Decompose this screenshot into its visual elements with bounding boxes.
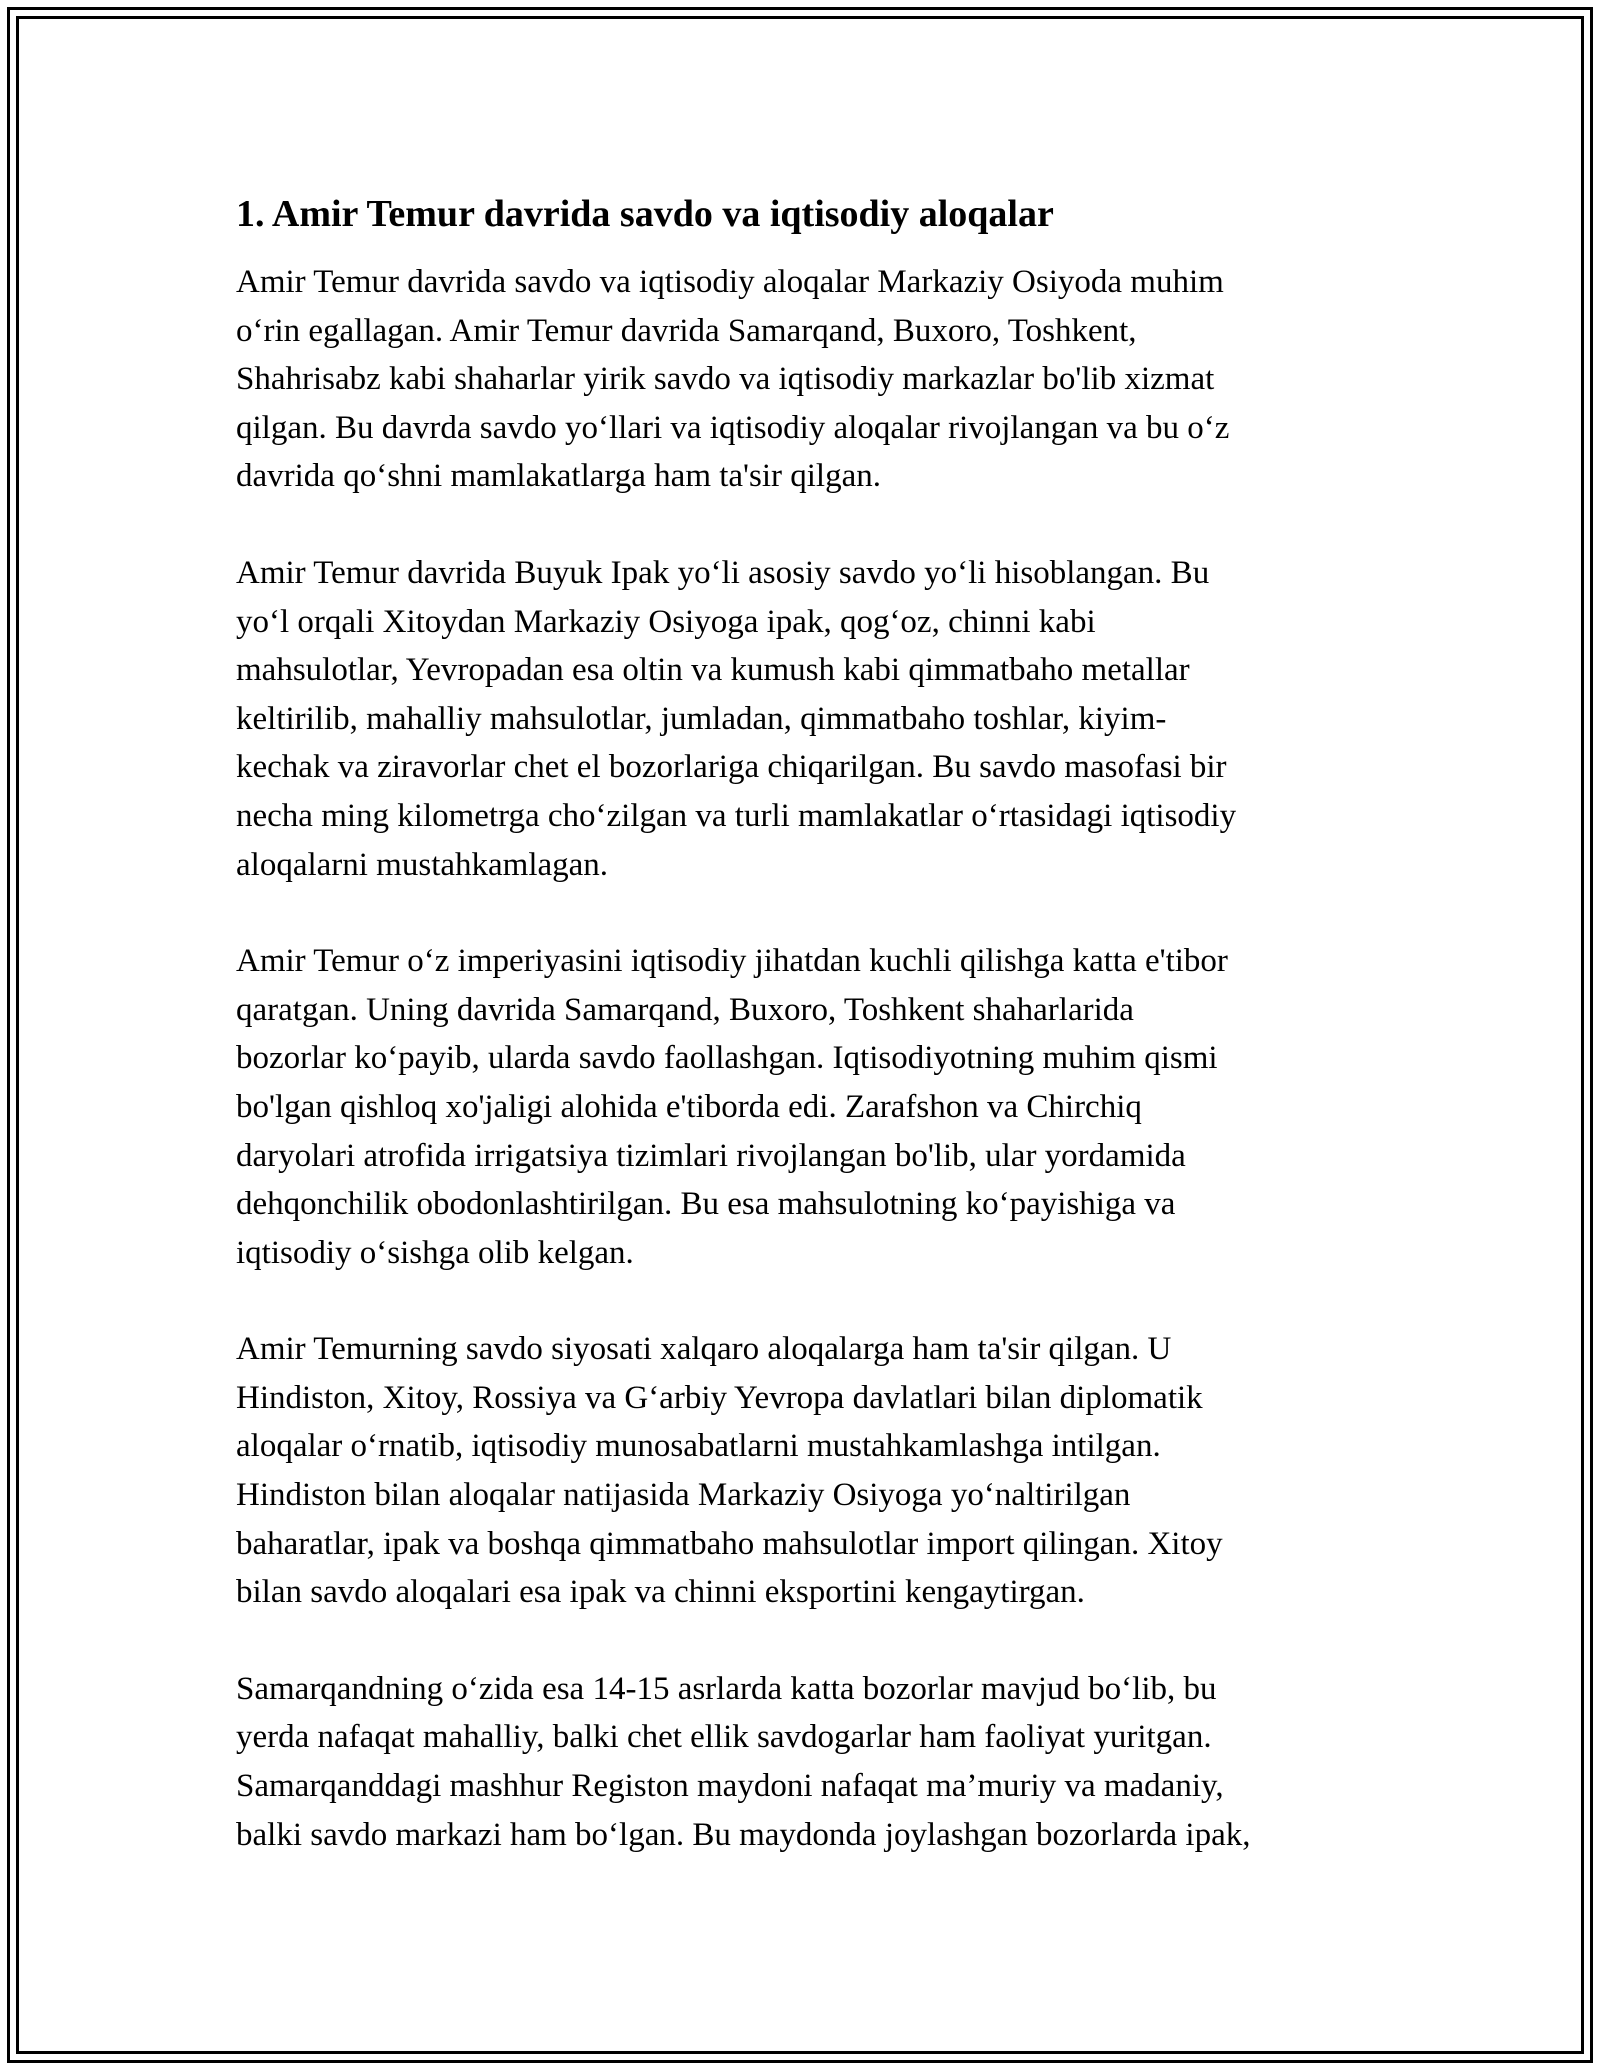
text-line: Samarqandning o‘zida esa 14-15 asrlarda katta bozorlar mavjud bo‘lib, bu — [236, 1670, 1217, 1707]
section-heading: 1. Amir Temur davrida savdo va iqtisodiy aloqalar — [236, 193, 1054, 235]
text-line: mahsulotlar, Yevropadan esa oltin va kumush kabi qimmatbaho metallar — [236, 652, 1190, 689]
text-line: aloqalar o‘rnatib, iqtisodiy munosabatlarni mustahkamlashga intilgan. — [236, 1428, 1161, 1465]
text-line: Amir Temurning savdo siyosati xalqaro aloqalarga ham ta'sir qilgan. U — [236, 1331, 1172, 1368]
text-line: Amir Temur davrida Buyuk Ipak yo‘li asosiy savdo yo‘li hisoblangan. Bu — [236, 554, 1210, 591]
text-line: Amir Temur o‘z imperiyasini iqtisodiy jihatdan kuchli qilishga katta e'tibor — [236, 943, 1228, 980]
text-line: Samarqanddagi mashhur Registon maydoni nafaqat ma’muriy va madaniy, — [236, 1768, 1224, 1805]
text-line: dehqonchilik obodonlashtirilgan. Bu esa mahsulotning ko‘payishiga va — [236, 1186, 1176, 1223]
text-line: necha ming kilometrga cho‘zilgan va turli mamlakatlar o‘rtasidagi iqtisodiy — [236, 797, 1237, 834]
text-line: Hindiston bilan aloqalar natijasida Markaziy Osiyoga yo‘naltirilgan — [236, 1477, 1131, 1514]
text-line: iqtisodiy o‘sishga olib kelgan. — [236, 1234, 634, 1271]
text-line: bo'lgan qishloq xo'jaligi alohida e'tiborda edi. Zarafshon va Chirchiq — [236, 1088, 1142, 1125]
document-body — [236, 188, 1386, 1907]
text-line: o‘rin egallagan. Amir Temur davrida Samarqand, Buxoro, Toshkent, — [236, 312, 1137, 349]
paragraph-1 — [236, 258, 1386, 501]
paragraph-4 — [236, 1325, 1386, 1617]
text-line: baharatlar, ipak va boshqa qimmatbaho mahsulotlar import qilingan. Xitoy — [236, 1525, 1223, 1562]
text-line: bozorlar ko‘payib, ularda savdo faollashgan. Iqtisodiyotning muhim qismi — [236, 1040, 1218, 1077]
text-line: daryolari atrofida irrigatsiya tizimlari rivojlangan bo'lib, ular yordamida — [236, 1137, 1186, 1174]
paragraph-2 — [236, 549, 1386, 889]
text-line: aloqalarni mustahkamlagan. — [236, 846, 609, 883]
paragraph-3 — [236, 937, 1386, 1277]
text-line: yerda nafaqat mahalliy, balki chet ellik savdogarlar ham faoliyat yuritgan. — [236, 1719, 1212, 1756]
paragraph-5 — [236, 1665, 1386, 1859]
text-line: keltirilib, mahalliy mahsulotlar, jumladan, qimmatbaho toshlar, kiyim- — [236, 700, 1167, 737]
text-line: qilgan. Bu davrda savdo yo‘llari va iqtisodiy aloqalar rivojlangan va bu o‘z — [236, 409, 1230, 446]
text-line: qaratgan. Uning davrida Samarqand, Buxoro, Toshkent shaharlarida — [236, 991, 1134, 1028]
text-line: Amir Temur davrida savdo va iqtisodiy aloqalar Markaziy Osiyoda muhim — [236, 264, 1224, 300]
text-line: balki savdo markazi ham bo‘lgan. Bu maydonda joylashgan bozorlarda ipak, — [236, 1816, 1251, 1853]
text-line: bilan savdo aloqalari esa ipak va chinni eksportini kengaytirgan. — [236, 1574, 1085, 1611]
text-line: kechak va ziravorlar chet el bozorlariga chiqarilgan. Bu savdo masofasi bir — [236, 749, 1227, 786]
text-line: yo‘l orqali Xitoydan Markaziy Osiyoga ipak, qog‘oz, chinni kabi — [236, 603, 1096, 640]
text-line: Hindiston, Xitoy, Rossiya va G‘arbiy Yevropa davlatlari bilan diplomatik — [236, 1379, 1203, 1416]
text-line: Shahrisabz kabi shaharlar yirik savdo va iqtisodiy markazlar bo'lib xizmat — [236, 361, 1215, 398]
text-line: davrida qo‘shni mamlakatlarga ham ta'sir qilgan. — [236, 458, 881, 495]
